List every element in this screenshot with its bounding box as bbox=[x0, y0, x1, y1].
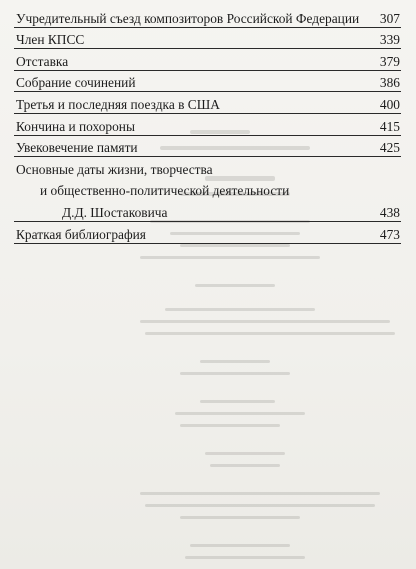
toc-entry-page: 415 bbox=[379, 118, 400, 134]
toc-entry-title: Учредительный съезд композиторов Российской Федерации bbox=[16, 10, 360, 26]
toc-entry-title: Отставка bbox=[16, 53, 69, 69]
toc-entry bbox=[0, 181, 416, 203]
toc-entry-page: 425 bbox=[379, 140, 400, 156]
toc-entry bbox=[0, 138, 416, 160]
toc-entry bbox=[0, 30, 416, 52]
table-of-contents bbox=[0, 8, 416, 246]
toc-entry bbox=[0, 159, 416, 181]
toc-leader-line bbox=[14, 113, 401, 114]
toc-entry bbox=[0, 73, 416, 95]
toc-leader-line bbox=[14, 156, 401, 157]
toc-entry-title: Третья и последняя поездка в США bbox=[16, 96, 220, 112]
toc-entry bbox=[0, 94, 416, 116]
toc-leader-line bbox=[14, 243, 401, 244]
toc-entry-title: Член КПСС bbox=[16, 32, 85, 48]
toc-entry bbox=[0, 51, 416, 73]
toc-entry-page: 400 bbox=[379, 96, 400, 112]
toc-entry-title: Увековечение памяти bbox=[16, 140, 138, 156]
toc-entry-page: 307 bbox=[379, 10, 400, 26]
toc-entry-page: 473 bbox=[379, 226, 400, 242]
toc-entry-title: Д.Д. Шостаковича bbox=[62, 204, 168, 220]
toc-leader-line bbox=[14, 91, 401, 92]
toc-entry-page: 438 bbox=[379, 204, 400, 220]
toc-entry bbox=[0, 116, 416, 138]
toc-entry-title: Собрание сочинений bbox=[16, 75, 136, 91]
toc-leader-line bbox=[14, 48, 401, 49]
toc-entry-title: Кончина и похороны bbox=[16, 118, 135, 134]
toc-entry-title: Основные даты жизни, творчества bbox=[16, 161, 213, 177]
toc-entry-title: Краткая библиография bbox=[16, 226, 146, 242]
toc-leader-line bbox=[14, 27, 401, 28]
toc-leader-line bbox=[14, 221, 401, 222]
toc-entry bbox=[0, 8, 416, 30]
toc-entry-page: 339 bbox=[379, 32, 400, 48]
toc-entry bbox=[0, 202, 416, 224]
toc-leader-line bbox=[14, 70, 401, 71]
toc-entry-page: 379 bbox=[379, 53, 400, 69]
toc-entry bbox=[0, 224, 416, 246]
toc-entry-title: и общественно-политической деятельности bbox=[40, 183, 290, 199]
toc-entry-page: 386 bbox=[379, 75, 400, 91]
toc-leader-line bbox=[14, 135, 401, 136]
